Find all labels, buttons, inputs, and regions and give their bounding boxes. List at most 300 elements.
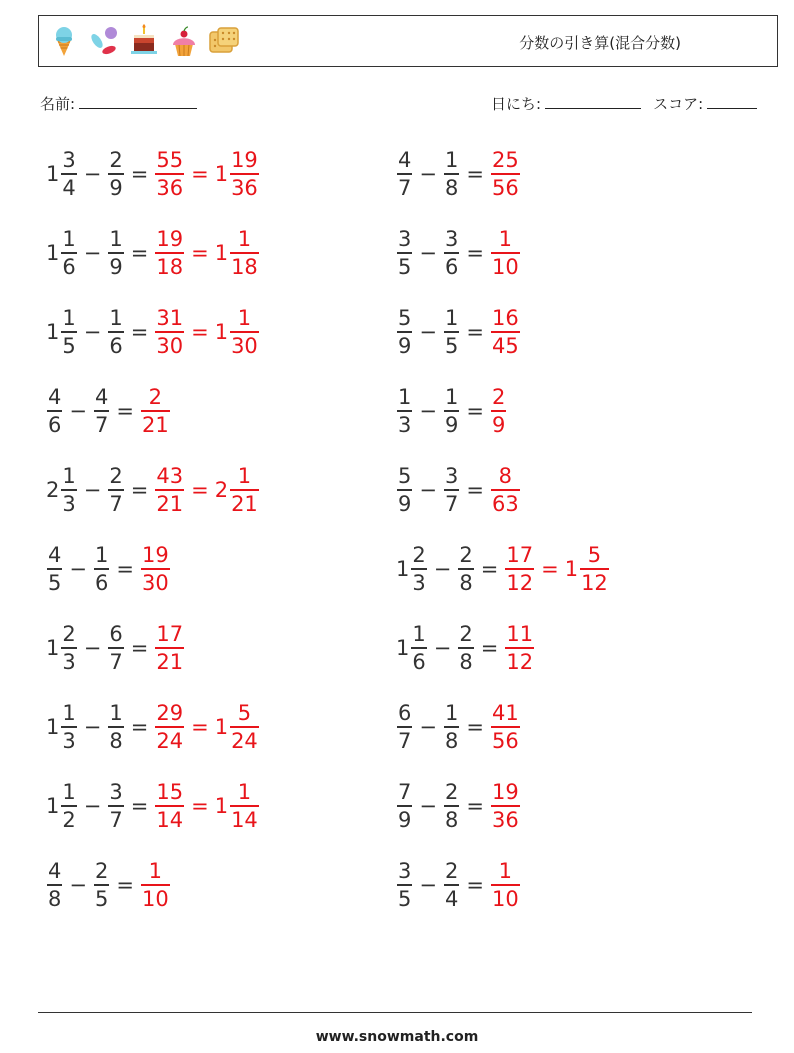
problem-18 <box>396 774 521 838</box>
denominator: 8 <box>109 728 123 753</box>
denominator: 36 <box>156 175 184 200</box>
mixed-fraction <box>230 147 259 201</box>
worksheet-title: 分数の引き算(混合分数) <box>519 34 681 52</box>
denominator: 9 <box>398 807 412 832</box>
problem-7 <box>46 379 171 443</box>
mixed-whole: 1 <box>214 241 229 265</box>
answer <box>490 858 521 912</box>
denominator: 5 <box>62 333 76 358</box>
subtrahend-fraction <box>444 147 459 201</box>
mixed-whole: 1 <box>214 715 229 739</box>
answer-fraction <box>155 700 184 754</box>
problem-6 <box>396 300 521 364</box>
numerator: 2 <box>459 622 473 647</box>
answer-fraction <box>491 147 520 201</box>
mixed-whole: 1 <box>214 794 229 818</box>
footer-divider <box>38 1012 752 1013</box>
equals-sign: = <box>130 162 149 186</box>
numerator: 19 <box>156 227 184 252</box>
answer-fraction <box>491 305 520 359</box>
mixed-fraction <box>230 226 259 280</box>
answer <box>154 147 259 201</box>
subtrahend-fraction <box>444 779 459 833</box>
numerator: 1 <box>109 227 123 252</box>
minuend-whole: 1 <box>46 794 60 818</box>
answer-equals-sign: = <box>541 557 559 581</box>
answer-fraction <box>155 226 184 280</box>
numerator: 1 <box>444 148 459 173</box>
numerator: 19 <box>141 543 169 568</box>
minus-sign: − <box>69 873 87 897</box>
minuend-fraction <box>411 621 426 675</box>
answer-equals-sign: = <box>191 794 209 818</box>
numerator: 1 <box>237 306 252 331</box>
answer-fraction <box>155 779 184 833</box>
denominator: 4 <box>62 175 76 200</box>
numerator: 5 <box>237 701 252 726</box>
answer <box>490 463 521 517</box>
minuend-fraction <box>397 858 412 912</box>
denominator: 24 <box>156 728 184 753</box>
answer-fraction <box>155 621 184 675</box>
minuend-fraction <box>47 384 62 438</box>
minuend-whole: 1 <box>46 162 60 186</box>
denominator: 6 <box>48 412 62 437</box>
answer <box>504 542 609 596</box>
denominator: 7 <box>94 412 109 437</box>
denominator: 7 <box>398 728 412 753</box>
answer <box>154 779 259 833</box>
answer-fraction <box>505 542 534 596</box>
numerator: 6 <box>109 622 123 647</box>
numerator: 11 <box>506 622 534 647</box>
numerator: 4 <box>398 148 412 173</box>
problem-1 <box>46 142 260 206</box>
denominator: 12 <box>581 570 608 595</box>
subtrahend-fraction <box>444 384 459 438</box>
numerator: 1 <box>498 227 513 252</box>
denominator: 3 <box>62 728 76 753</box>
subtrahend-fraction <box>444 700 459 754</box>
date-score-fields <box>491 93 757 114</box>
numerator: 16 <box>491 306 519 331</box>
numerator: 1 <box>62 701 76 726</box>
minuend-fraction <box>397 463 412 517</box>
mixed-whole: 1 <box>214 162 229 186</box>
denominator: 21 <box>156 491 184 516</box>
minuend-fraction <box>61 305 76 359</box>
denominator: 8 <box>459 649 473 674</box>
mixed-fraction <box>230 463 259 517</box>
numerator: 1 <box>444 701 459 726</box>
denominator: 30 <box>156 333 184 358</box>
numerator: 1 <box>237 464 252 489</box>
equals-sign: = <box>116 557 134 581</box>
numerator: 55 <box>156 148 184 173</box>
denominator: 9 <box>398 333 412 358</box>
problem-16 <box>396 695 521 759</box>
minus-sign: − <box>83 320 102 344</box>
equals-sign: = <box>116 399 134 423</box>
minus-sign: − <box>83 636 102 660</box>
minuend-whole: 1 <box>46 320 60 344</box>
denominator: 36 <box>231 175 258 200</box>
numerator: 2 <box>459 543 473 568</box>
answer-fraction <box>155 147 184 201</box>
answer-fraction <box>505 621 534 675</box>
numerator: 29 <box>156 701 184 726</box>
date-blank[interactable] <box>545 94 641 109</box>
equals-sign: = <box>466 873 484 897</box>
mixed-whole: 1 <box>564 557 579 581</box>
answer-fraction <box>155 463 184 517</box>
answer-equals-sign: = <box>191 320 209 344</box>
numerator: 43 <box>156 464 184 489</box>
minus-sign: − <box>419 794 437 818</box>
subtrahend-fraction <box>108 463 123 517</box>
subtrahend-fraction <box>444 305 459 359</box>
numerator: 2 <box>148 385 163 410</box>
mixed-whole: 1 <box>214 320 229 344</box>
numerator: 2 <box>444 780 459 805</box>
numerator: 1 <box>109 306 123 331</box>
equals-sign: = <box>116 873 134 897</box>
numerator: 4 <box>48 859 62 884</box>
subtrahend-fraction <box>94 384 109 438</box>
denominator: 2 <box>62 807 76 832</box>
cracker-icon <box>207 24 241 58</box>
numerator: 1 <box>444 306 459 331</box>
numerator: 1 <box>148 859 163 884</box>
score-label: スコア: <box>653 95 704 113</box>
answer-equals-sign: = <box>191 478 209 502</box>
numerator: 1 <box>62 306 76 331</box>
numerator: 7 <box>398 780 412 805</box>
worksheet-header <box>38 15 778 67</box>
mixed-fraction <box>230 700 259 754</box>
denominator: 6 <box>412 649 426 674</box>
denominator: 24 <box>231 728 258 753</box>
denominator: 8 <box>444 175 459 200</box>
answer-equals-sign: = <box>191 715 209 739</box>
numerator: 2 <box>94 859 109 884</box>
name-field <box>40 93 197 114</box>
numerator: 1 <box>498 859 513 884</box>
denominator: 21 <box>156 649 184 674</box>
denominator: 56 <box>491 175 519 200</box>
problem-3 <box>46 221 260 285</box>
answer <box>154 226 259 280</box>
denominator: 8 <box>444 807 459 832</box>
problem-15 <box>46 695 260 759</box>
problem-2 <box>396 142 521 206</box>
subtrahend-fraction <box>444 858 459 912</box>
equals-sign: = <box>466 715 484 739</box>
equals-sign: = <box>466 241 484 265</box>
denominator: 8 <box>48 886 62 911</box>
minus-sign: − <box>83 794 102 818</box>
ice-cream-icon <box>47 24 81 58</box>
answer-fraction <box>141 542 170 596</box>
subtrahend-fraction <box>108 779 123 833</box>
minus-sign: − <box>419 399 437 423</box>
minus-sign: − <box>83 241 102 265</box>
denominator: 30 <box>231 333 258 358</box>
numerator: 3 <box>62 148 76 173</box>
denominator: 7 <box>398 175 412 200</box>
minus-sign: − <box>419 162 437 186</box>
subtrahend-fraction <box>458 621 473 675</box>
denominator: 9 <box>491 412 506 437</box>
problem-17 <box>46 774 260 838</box>
minuend-fraction <box>397 305 412 359</box>
problem-11 <box>46 537 171 601</box>
answer-equals-sign: = <box>191 241 209 265</box>
minus-sign: − <box>419 478 437 502</box>
equals-sign: = <box>466 794 484 818</box>
equals-sign: = <box>130 794 149 818</box>
problem-10 <box>396 458 521 522</box>
numerator: 5 <box>398 306 412 331</box>
problem-14 <box>396 616 535 680</box>
numerator: 3 <box>398 859 412 884</box>
numerator: 4 <box>48 543 62 568</box>
denominator: 9 <box>398 491 412 516</box>
denominator: 36 <box>491 807 519 832</box>
denominator: 12 <box>506 570 534 595</box>
cupcake-icon <box>167 24 201 58</box>
denominator: 30 <box>141 570 169 595</box>
numerator: 3 <box>398 227 412 252</box>
minuend-fraction <box>61 147 76 201</box>
denominator: 21 <box>141 412 169 437</box>
numerator: 1 <box>62 780 76 805</box>
denominator: 10 <box>491 886 519 911</box>
minuend-fraction <box>61 779 76 833</box>
answer-equals-sign: = <box>191 162 209 186</box>
subtrahend-fraction <box>108 147 123 201</box>
answer <box>490 147 521 201</box>
name-label: 名前: <box>40 95 76 113</box>
problem-12 <box>396 537 610 601</box>
name-blank[interactable] <box>79 94 197 109</box>
minuend-fraction <box>397 147 412 201</box>
mixed-whole: 2 <box>214 478 229 502</box>
equals-sign: = <box>466 399 484 423</box>
numerator: 1 <box>109 701 123 726</box>
problem-13 <box>46 616 185 680</box>
denominator: 3 <box>398 412 412 437</box>
denominator: 3 <box>62 649 76 674</box>
denominator: 3 <box>62 491 76 516</box>
numerator: 4 <box>48 385 62 410</box>
minuend-whole: 2 <box>46 478 60 502</box>
numerator: 2 <box>444 859 459 884</box>
footer-url: www.snowmath.com <box>315 1029 479 1045</box>
denominator: 8 <box>459 570 473 595</box>
subtrahend-fraction <box>444 463 459 517</box>
numerator: 2 <box>412 543 426 568</box>
denominator: 4 <box>444 886 459 911</box>
numerator: 6 <box>398 701 412 726</box>
candy-icon <box>87 24 121 58</box>
minuend-whole: 1 <box>396 636 410 660</box>
answer <box>154 700 259 754</box>
equals-sign: = <box>130 320 149 344</box>
icon-row <box>47 22 241 60</box>
denominator: 5 <box>94 886 109 911</box>
denominator: 5 <box>398 886 412 911</box>
answer-fraction <box>155 305 184 359</box>
denominator: 6 <box>62 254 76 279</box>
denominator: 6 <box>444 254 459 279</box>
minuend-fraction <box>397 700 412 754</box>
equals-sign: = <box>480 636 499 660</box>
denominator: 5 <box>48 570 62 595</box>
minuend-fraction <box>47 858 62 912</box>
problem-9 <box>46 458 260 522</box>
answer-fraction <box>491 384 506 438</box>
denominator: 6 <box>94 570 109 595</box>
answer <box>154 463 259 517</box>
numerator: 5 <box>587 543 602 568</box>
numerator: 1 <box>237 780 252 805</box>
answer-fraction <box>491 858 520 912</box>
numerator: 3 <box>444 227 459 252</box>
answer <box>140 384 171 438</box>
answer-fraction <box>141 384 170 438</box>
denominator: 9 <box>109 175 123 200</box>
minus-sign: − <box>83 162 102 186</box>
numerator: 3 <box>109 780 123 805</box>
answer <box>490 384 507 438</box>
subtrahend-fraction <box>108 700 123 754</box>
equals-sign: = <box>480 557 499 581</box>
mixed-fraction <box>230 779 259 833</box>
minus-sign: − <box>419 241 437 265</box>
minuend-fraction <box>397 779 412 833</box>
numerator: 4 <box>94 385 109 410</box>
numerator: 19 <box>491 780 519 805</box>
answer <box>490 305 521 359</box>
denominator: 10 <box>491 254 519 279</box>
denominator: 18 <box>156 254 184 279</box>
denominator: 9 <box>109 254 123 279</box>
denominator: 9 <box>444 412 459 437</box>
equals-sign: = <box>130 636 149 660</box>
numerator: 1 <box>412 622 426 647</box>
equals-sign: = <box>466 320 484 344</box>
problem-20 <box>396 853 521 917</box>
answer <box>154 621 185 675</box>
denominator: 63 <box>491 491 519 516</box>
numerator: 2 <box>491 385 506 410</box>
numerator: 41 <box>491 701 519 726</box>
equals-sign: = <box>466 478 484 502</box>
numerator: 2 <box>109 464 123 489</box>
subtrahend-fraction <box>108 621 123 675</box>
equals-sign: = <box>466 162 484 186</box>
denominator: 21 <box>231 491 258 516</box>
answer <box>140 542 171 596</box>
denominator: 12 <box>506 649 534 674</box>
denominator: 6 <box>109 333 123 358</box>
minuend-fraction <box>397 226 412 280</box>
numerator: 2 <box>62 622 76 647</box>
minuend-fraction <box>61 621 76 675</box>
numerator: 1 <box>62 227 76 252</box>
denominator: 14 <box>231 807 258 832</box>
denominator: 10 <box>141 886 169 911</box>
minus-sign: − <box>83 478 102 502</box>
denominator: 7 <box>109 807 123 832</box>
denominator: 8 <box>444 728 459 753</box>
answer <box>154 305 259 359</box>
denominator: 7 <box>109 649 123 674</box>
mixed-fraction <box>580 542 609 596</box>
denominator: 5 <box>444 333 459 358</box>
numerator: 17 <box>506 543 534 568</box>
answer <box>140 858 171 912</box>
minuend-whole: 1 <box>46 636 60 660</box>
minuend-fraction <box>61 226 76 280</box>
subtrahend-fraction <box>444 226 459 280</box>
answer-fraction <box>491 779 520 833</box>
equals-sign: = <box>130 478 149 502</box>
denominator: 56 <box>491 728 519 753</box>
minus-sign: − <box>69 557 87 581</box>
denominator: 3 <box>412 570 426 595</box>
denominator: 7 <box>444 491 459 516</box>
equals-sign: = <box>130 715 149 739</box>
subtrahend-fraction <box>94 858 109 912</box>
answer-fraction <box>141 858 170 912</box>
answer-fraction <box>491 226 520 280</box>
minus-sign: − <box>419 715 437 739</box>
numerator: 8 <box>498 464 513 489</box>
numerator: 1 <box>94 543 109 568</box>
minuend-fraction <box>61 463 76 517</box>
score-blank[interactable] <box>707 94 757 109</box>
minuend-fraction <box>61 700 76 754</box>
minus-sign: − <box>433 636 452 660</box>
numerator: 1 <box>398 385 412 410</box>
minus-sign: − <box>83 715 102 739</box>
numerator: 3 <box>444 464 459 489</box>
minuend-whole: 1 <box>396 557 410 581</box>
denominator: 45 <box>491 333 519 358</box>
denominator: 18 <box>231 254 258 279</box>
subtrahend-fraction <box>458 542 473 596</box>
answer <box>490 700 521 754</box>
numerator: 25 <box>491 148 519 173</box>
subtrahend-fraction <box>108 305 123 359</box>
numerator: 1 <box>237 227 252 252</box>
answer-fraction <box>491 700 520 754</box>
problem-4 <box>396 221 521 285</box>
subtrahend-fraction <box>108 226 123 280</box>
denominator: 7 <box>109 491 123 516</box>
minuend-fraction <box>397 384 412 438</box>
answer <box>490 779 521 833</box>
minus-sign: − <box>69 399 87 423</box>
minuend-fraction <box>47 542 62 596</box>
minus-sign: − <box>433 557 452 581</box>
equals-sign: = <box>130 241 149 265</box>
date-label: 日にち: <box>491 95 542 113</box>
numerator: 5 <box>398 464 412 489</box>
answer <box>504 621 535 675</box>
